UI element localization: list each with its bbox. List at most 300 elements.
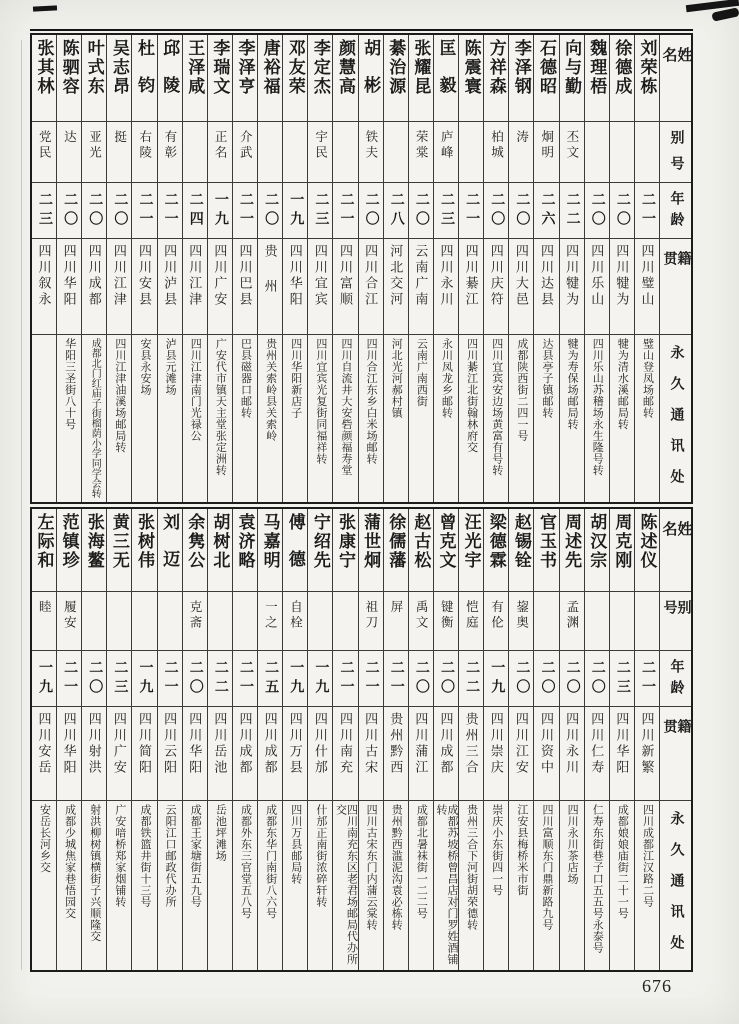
age-cell: 二一	[57, 651, 81, 707]
address-cell: 成都苏坡桥曾昌店对门罗姓酒铺转	[434, 804, 458, 965]
age-cell: 一九	[484, 651, 508, 707]
address-cell: 广安代市镇天主堂张定洲转	[214, 338, 227, 476]
name-cell: 赵古松	[409, 509, 433, 592]
age-cell: 二〇	[359, 183, 383, 239]
alias-cell	[283, 122, 307, 183]
alias-cell: 自栓	[283, 592, 307, 651]
native-place-cell: 云南广南	[409, 239, 433, 335]
age-cell: 二〇	[82, 651, 106, 707]
roster-column	[559, 35, 584, 502]
roster-column	[408, 35, 433, 502]
name-cell: 马嘉明	[258, 509, 282, 592]
age-cell: 二五	[258, 651, 282, 707]
alias-cell: 宇民	[308, 122, 332, 183]
alias-cell	[158, 592, 182, 651]
age-cell: 一九	[308, 651, 332, 707]
name-cell: 李泽亨	[233, 35, 257, 122]
roster-column	[257, 509, 282, 970]
native-place-cell: 河北交河	[384, 239, 408, 335]
roster-column	[32, 509, 56, 970]
alias-cell	[333, 122, 357, 183]
age-cell: 二〇	[509, 183, 533, 239]
name-cell: 张树伟	[132, 509, 156, 592]
alias-cell	[107, 592, 131, 651]
name-cell: 范镇珍	[57, 509, 81, 592]
name-cell: 汪光宇	[459, 509, 483, 592]
native-place-cell: 贵州黔西	[384, 707, 408, 801]
alias-cell: 柏城	[484, 122, 508, 183]
alias-cell: 屏	[384, 592, 408, 651]
address-cell: 华阳三圣街八十号	[63, 338, 76, 430]
name-cell: 徐儒藩	[384, 509, 408, 592]
age-cell: 二〇	[509, 651, 533, 707]
alias-cell: 鋆奥	[509, 592, 533, 651]
native-place-cell: 四川资中	[534, 707, 558, 801]
name-cell: 张康宁	[333, 509, 357, 592]
roster-column	[533, 509, 558, 970]
address-cell: 永川凤龙乡邮转	[440, 338, 453, 419]
alias-cell	[610, 122, 634, 183]
age-cell: 一九	[283, 183, 307, 239]
age-cell: 一九	[32, 651, 56, 707]
name-cell: 蒲世炯	[359, 509, 383, 592]
name-cell: 梁德霖	[484, 509, 508, 592]
name-cell: 吴志昂	[107, 35, 131, 122]
native-place-cell: 贵州三合	[459, 707, 483, 801]
roster-column	[81, 35, 106, 502]
header-native: 籍贯	[660, 707, 691, 801]
alias-cell	[258, 122, 282, 183]
roster-column	[609, 509, 634, 970]
name-cell: 余隽公	[183, 509, 207, 592]
roster-column	[483, 509, 508, 970]
native-place-cell: 四川什邡	[308, 707, 332, 801]
roster-table-top	[30, 33, 693, 504]
native-place-cell: 四川华阳	[283, 239, 307, 335]
age-cell: 二一	[359, 651, 383, 707]
alias-cell: 右陵	[132, 122, 156, 183]
address-cell: 四川宜宾光复街同福祥转	[314, 338, 327, 465]
roster-column	[106, 509, 131, 970]
address-cell: 四川乐山苏稽场永生隆号转	[591, 338, 604, 476]
alias-cell: 有伦	[484, 592, 508, 651]
alias-cell: 履安	[57, 592, 81, 651]
name-cell: 刘荣栋	[635, 35, 659, 122]
roster-column	[483, 35, 508, 502]
roster-column	[282, 35, 307, 502]
name-cell: 陈震寰	[459, 35, 483, 122]
address-cell: 四川成都江汉路二号	[641, 804, 654, 908]
address-cell: 云阳江口邮政代办所	[164, 804, 177, 908]
address-cell: 安县永安场	[138, 338, 151, 396]
name-cell: 曾克文	[434, 509, 458, 592]
native-place-cell: 四川乐山	[585, 239, 609, 335]
address-cell: 成都娘娘庙街二十一号	[616, 804, 629, 919]
name-cell: 左际和	[32, 509, 56, 592]
native-place-cell: 四川永川	[434, 239, 458, 335]
alias-cell	[132, 592, 156, 651]
alias-cell	[635, 592, 659, 651]
name-cell: 袁济略	[233, 509, 257, 592]
address-cell: 达县亭子镇邮转	[540, 338, 553, 419]
address-cell	[32, 335, 56, 502]
page-edge-shadow	[21, 40, 22, 970]
header-age: 年龄	[660, 183, 691, 239]
age-cell: 一九	[208, 183, 232, 239]
native-place-cell: 四川永川	[560, 707, 584, 801]
roster-column	[56, 509, 81, 970]
header-address: 永久通讯处	[660, 335, 691, 502]
native-place-cell: 四川成都	[258, 707, 282, 801]
alias-cell	[585, 122, 609, 183]
name-cell: 周克刚	[610, 509, 634, 592]
address-cell: 四川宜宾安边场黄富有号转	[490, 338, 503, 476]
native-place-cell: 四川巴县	[233, 239, 257, 335]
age-cell: 二三	[308, 183, 332, 239]
alias-cell: 丕文	[560, 122, 584, 183]
age-cell: 二〇	[258, 183, 282, 239]
age-cell: 二一	[333, 651, 357, 707]
address-cell: 成都东华门南街八六号	[264, 804, 277, 919]
roster-column	[182, 509, 207, 970]
roster-column	[207, 35, 232, 502]
age-cell: 二四	[183, 183, 207, 239]
native-place-cell: 四川富顺	[333, 239, 357, 335]
native-place-cell: 四川宜宾	[308, 239, 332, 335]
address-cell: 四川自流井大安砦颜福寿堂	[339, 338, 352, 476]
name-cell: 张耀昆	[409, 35, 433, 122]
age-cell: 二〇	[183, 651, 207, 707]
name-cell: 綦治源	[384, 35, 408, 122]
name-cell: 唐裕福	[258, 35, 282, 122]
header-age: 年龄	[660, 651, 691, 707]
native-place-cell: 四川云阳	[158, 707, 182, 801]
address-cell: 四川綦江北街翰林府交	[465, 338, 478, 453]
age-cell: 二〇	[610, 183, 634, 239]
name-cell: 胡树北	[208, 509, 232, 592]
age-cell: 二二	[208, 651, 232, 707]
name-cell: 杜钧	[132, 35, 156, 122]
roster-column	[533, 35, 558, 502]
address-cell: 四川富顺东门鼎新路九号	[540, 804, 553, 931]
alias-cell	[208, 592, 232, 651]
roster-column	[307, 509, 332, 970]
address-cell: 成都外东三官堂五八号	[239, 804, 252, 919]
age-cell: 二一	[158, 651, 182, 707]
address-cell: 广安喑桥郑家烟铺转	[113, 804, 126, 908]
address-cell: 四川华阳新店子	[289, 338, 302, 419]
age-cell: 二一	[459, 183, 483, 239]
age-cell: 二一	[384, 651, 408, 707]
roster-column	[307, 35, 332, 502]
age-cell: 二〇	[585, 183, 609, 239]
header-alias: 别号	[660, 122, 691, 183]
native-place-cell: 四川泸县	[158, 239, 182, 335]
alias-cell	[459, 122, 483, 183]
roster-column	[106, 35, 131, 502]
name-cell: 胡彬	[359, 35, 383, 122]
native-place-cell: 四川綦江	[459, 239, 483, 335]
age-cell: 二〇	[560, 651, 584, 707]
native-place-cell: 四川合江	[359, 239, 383, 335]
alias-cell	[534, 592, 558, 651]
age-cell: 二三	[610, 651, 634, 707]
alias-cell: 铁夫	[359, 122, 383, 183]
address-cell: 四川江津南门光禄公	[189, 338, 202, 442]
roster-column	[157, 35, 182, 502]
table-top-rule	[30, 29, 693, 31]
address-cell: 巴县磁器口邮转	[239, 338, 252, 419]
address-cell: 仁寿东街巷子口五五号永泰号	[591, 804, 604, 954]
native-place-cell: 四川叙永	[32, 239, 56, 335]
age-cell: 二二	[560, 183, 584, 239]
roster-column	[634, 35, 659, 502]
header-name: 姓名	[660, 35, 691, 122]
header-address: 永久通讯处	[660, 801, 691, 970]
name-cell: 胡汉宗	[585, 509, 609, 592]
address-cell: 成都北门红庙子街榴荫小学同学会转	[89, 338, 101, 498]
roster-column	[458, 509, 483, 970]
age-cell: 一九	[132, 651, 156, 707]
age-cell: 二一	[233, 651, 257, 707]
address-cell: 安岳长河乡交	[38, 804, 51, 873]
name-cell: 宁绍先	[308, 509, 332, 592]
native-place-cell: 贵州	[258, 239, 282, 335]
alias-cell: 庐峰	[434, 122, 458, 183]
native-place-cell: 四川成都	[434, 707, 458, 801]
header-alias: 别号	[660, 592, 691, 651]
address-cell: 四川南充东区老君场邮局代办所交	[334, 804, 358, 965]
roster-column	[383, 509, 408, 970]
roster-column	[282, 509, 307, 970]
native-place-cell: 四川大邑	[509, 239, 533, 335]
address-cell: 成都少城焦家巷悟园交	[63, 804, 76, 919]
address-cell: 四川古宋东门内蒲云棠转	[365, 804, 378, 931]
name-cell: 陈述仪	[635, 509, 659, 592]
address-cell: 岳池坪滩场	[214, 804, 227, 862]
alias-cell	[82, 592, 106, 651]
alias-cell: 介武	[233, 122, 257, 183]
age-cell: 二〇	[409, 183, 433, 239]
roster-column	[433, 509, 458, 970]
alias-cell	[635, 122, 659, 183]
name-cell: 石德昭	[534, 35, 558, 122]
roster-column	[508, 509, 533, 970]
age-cell: 二一	[635, 651, 659, 707]
native-place-cell: 四川江安	[509, 707, 533, 801]
native-place-cell: 四川岳池	[208, 707, 232, 801]
native-place-cell: 四川仁寿	[585, 707, 609, 801]
native-place-cell: 四川万县	[283, 707, 307, 801]
age-cell: 二〇	[409, 651, 433, 707]
address-cell: 贵州黔西滥泥沟袁必栋转	[390, 804, 403, 931]
roster-column	[81, 509, 106, 970]
name-cell: 官玉书	[534, 509, 558, 592]
native-place-cell: 四川崇庆	[484, 707, 508, 801]
native-place-cell: 四川南充	[333, 707, 357, 801]
native-place-cell: 四川华阳	[57, 239, 81, 335]
native-place-cell: 四川犍为	[560, 239, 584, 335]
age-cell: 二〇	[57, 183, 81, 239]
native-place-cell: 四川江津	[183, 239, 207, 335]
address-cell: 什邡正南街浓碎轩转	[314, 804, 327, 908]
age-cell: 二一	[158, 183, 182, 239]
age-cell: 二三	[434, 183, 458, 239]
native-place-cell: 四川简阳	[132, 707, 156, 801]
alias-cell: 炯明	[534, 122, 558, 183]
native-place-cell: 四川江津	[107, 239, 131, 335]
name-cell: 匡毅	[434, 35, 458, 122]
roster-column	[131, 509, 156, 970]
roster-column	[584, 509, 609, 970]
native-place-cell: 四川广安	[208, 239, 232, 335]
native-place-cell: 四川古宋	[359, 707, 383, 801]
address-cell: 四川万县邮局转	[289, 804, 302, 885]
alias-cell: 党民	[32, 122, 56, 183]
alias-cell	[308, 592, 332, 651]
native-place-cell: 四川华阳	[57, 707, 81, 801]
roster-column	[358, 35, 383, 502]
header-column	[659, 35, 691, 502]
alias-cell: 一之	[258, 592, 282, 651]
native-place-cell: 四川成都	[82, 239, 106, 335]
alias-cell	[610, 592, 634, 651]
header-native: 籍贯	[660, 239, 691, 335]
age-cell: 二〇	[534, 651, 558, 707]
alias-cell: 正名	[208, 122, 232, 183]
address-cell: 泸县元滩场	[164, 338, 177, 396]
alias-cell: 睦	[32, 592, 56, 651]
alias-cell: 亚光	[82, 122, 106, 183]
native-place-cell: 四川安县	[132, 239, 156, 335]
roster-column	[232, 35, 257, 502]
age-cell: 一九	[283, 651, 307, 707]
native-place-cell: 四川安岳	[32, 707, 56, 801]
roster-column	[131, 35, 156, 502]
age-cell: 二〇	[107, 183, 131, 239]
scan-artifact	[33, 5, 57, 11]
alias-cell: 恺庭	[459, 592, 483, 651]
roster-column	[584, 35, 609, 502]
age-cell: 二一	[635, 183, 659, 239]
alias-cell: 克斋	[183, 592, 207, 651]
alias-cell: 孟渊	[560, 592, 584, 651]
name-cell: 向与勤	[560, 35, 584, 122]
roster-column	[408, 509, 433, 970]
roster-column	[32, 35, 56, 502]
name-cell: 黄三无	[107, 509, 131, 592]
address-cell: 成都铁篮井街十三号	[138, 804, 151, 908]
name-cell: 颜慧高	[333, 35, 357, 122]
alias-cell: 达	[57, 122, 81, 183]
address-cell: 成都北暑袜街一二二号	[415, 804, 428, 919]
age-cell: 二一	[233, 183, 257, 239]
roster-column	[383, 35, 408, 502]
native-place-cell: 四川华阳	[610, 707, 634, 801]
alias-cell	[233, 592, 257, 651]
name-cell: 陈驷容	[57, 35, 81, 122]
address-cell: 贵州三合下河街胡荣德转	[465, 804, 478, 931]
roster-column	[508, 35, 533, 502]
native-place-cell: 四川射洪	[82, 707, 106, 801]
address-cell: 四川江津油溪场邮局转	[113, 338, 126, 453]
address-cell: 贵州关索岭县关索岭	[264, 338, 277, 442]
native-place-cell: 四川华阳	[183, 707, 207, 801]
alias-cell: 禹文	[409, 592, 433, 651]
roster-table-bottom	[30, 507, 693, 972]
native-place-cell: 四川蒲江	[409, 707, 433, 801]
address-cell: 江安县梅桥米市街	[515, 804, 528, 896]
address-cell: 犍为寿保场邮局转	[566, 338, 579, 430]
name-cell: 邓友荣	[283, 35, 307, 122]
alias-cell: 键衡	[434, 592, 458, 651]
roster-column	[358, 509, 383, 970]
roster-column	[207, 509, 232, 970]
roster-column	[634, 509, 659, 970]
header-name: 姓名	[660, 509, 691, 592]
alias-cell	[183, 122, 207, 183]
roster-column	[157, 509, 182, 970]
native-place-cell: 四川璧山	[635, 239, 659, 335]
native-place-cell: 四川新繁	[635, 707, 659, 801]
age-cell: 二三	[107, 651, 131, 707]
native-place-cell: 四川犍为	[610, 239, 634, 335]
native-place-cell: 四川成都	[233, 707, 257, 801]
age-cell: 二二	[459, 651, 483, 707]
name-cell: 邱陵	[158, 35, 182, 122]
age-cell: 二〇	[585, 651, 609, 707]
name-cell: 叶式东	[82, 35, 106, 122]
scan-artifact	[711, 7, 739, 21]
address-cell: 成都陕西街二四一号	[515, 338, 528, 442]
address-cell: 河北光河郝村镇	[390, 338, 403, 419]
name-cell: 张海鳌	[82, 509, 106, 592]
name-cell: 周述先	[560, 509, 584, 592]
age-cell: 二〇	[484, 183, 508, 239]
age-cell: 二〇	[434, 651, 458, 707]
address-cell: 云南广南西街	[415, 338, 428, 407]
name-cell: 张其林	[32, 35, 56, 122]
alias-cell: 有彰	[158, 122, 182, 183]
alias-cell	[384, 122, 408, 183]
address-cell: 璧山登凤场邮转	[641, 338, 654, 419]
name-cell: 刘迈	[158, 509, 182, 592]
age-cell: 二八	[384, 183, 408, 239]
native-place-cell: 四川广安	[107, 707, 131, 801]
name-cell: 徐德成	[610, 35, 634, 122]
name-cell: 李定杰	[308, 35, 332, 122]
alias-cell: 涛	[509, 122, 533, 183]
roster-column	[433, 35, 458, 502]
address-cell: 成都王家塘街五九号	[189, 804, 202, 908]
age-cell: 二三	[32, 183, 56, 239]
native-place-cell: 四川庆符	[484, 239, 508, 335]
alias-cell: 祖刀	[359, 592, 383, 651]
alias-cell	[333, 592, 357, 651]
age-cell: 二一	[333, 183, 357, 239]
address-cell: 犍为清水溪邮局转	[616, 338, 629, 430]
age-cell: 二〇	[82, 183, 106, 239]
roster-column	[559, 509, 584, 970]
name-cell: 李泽钢	[509, 35, 533, 122]
roster-column	[458, 35, 483, 502]
address-cell: 四川合江东乡白米场邮转	[365, 338, 378, 465]
name-cell: 魏理梧	[585, 35, 609, 122]
roster-column	[232, 509, 257, 970]
name-cell: 方祥森	[484, 35, 508, 122]
native-place-cell: 四川达县	[534, 239, 558, 335]
name-cell: 傅德	[283, 509, 307, 592]
